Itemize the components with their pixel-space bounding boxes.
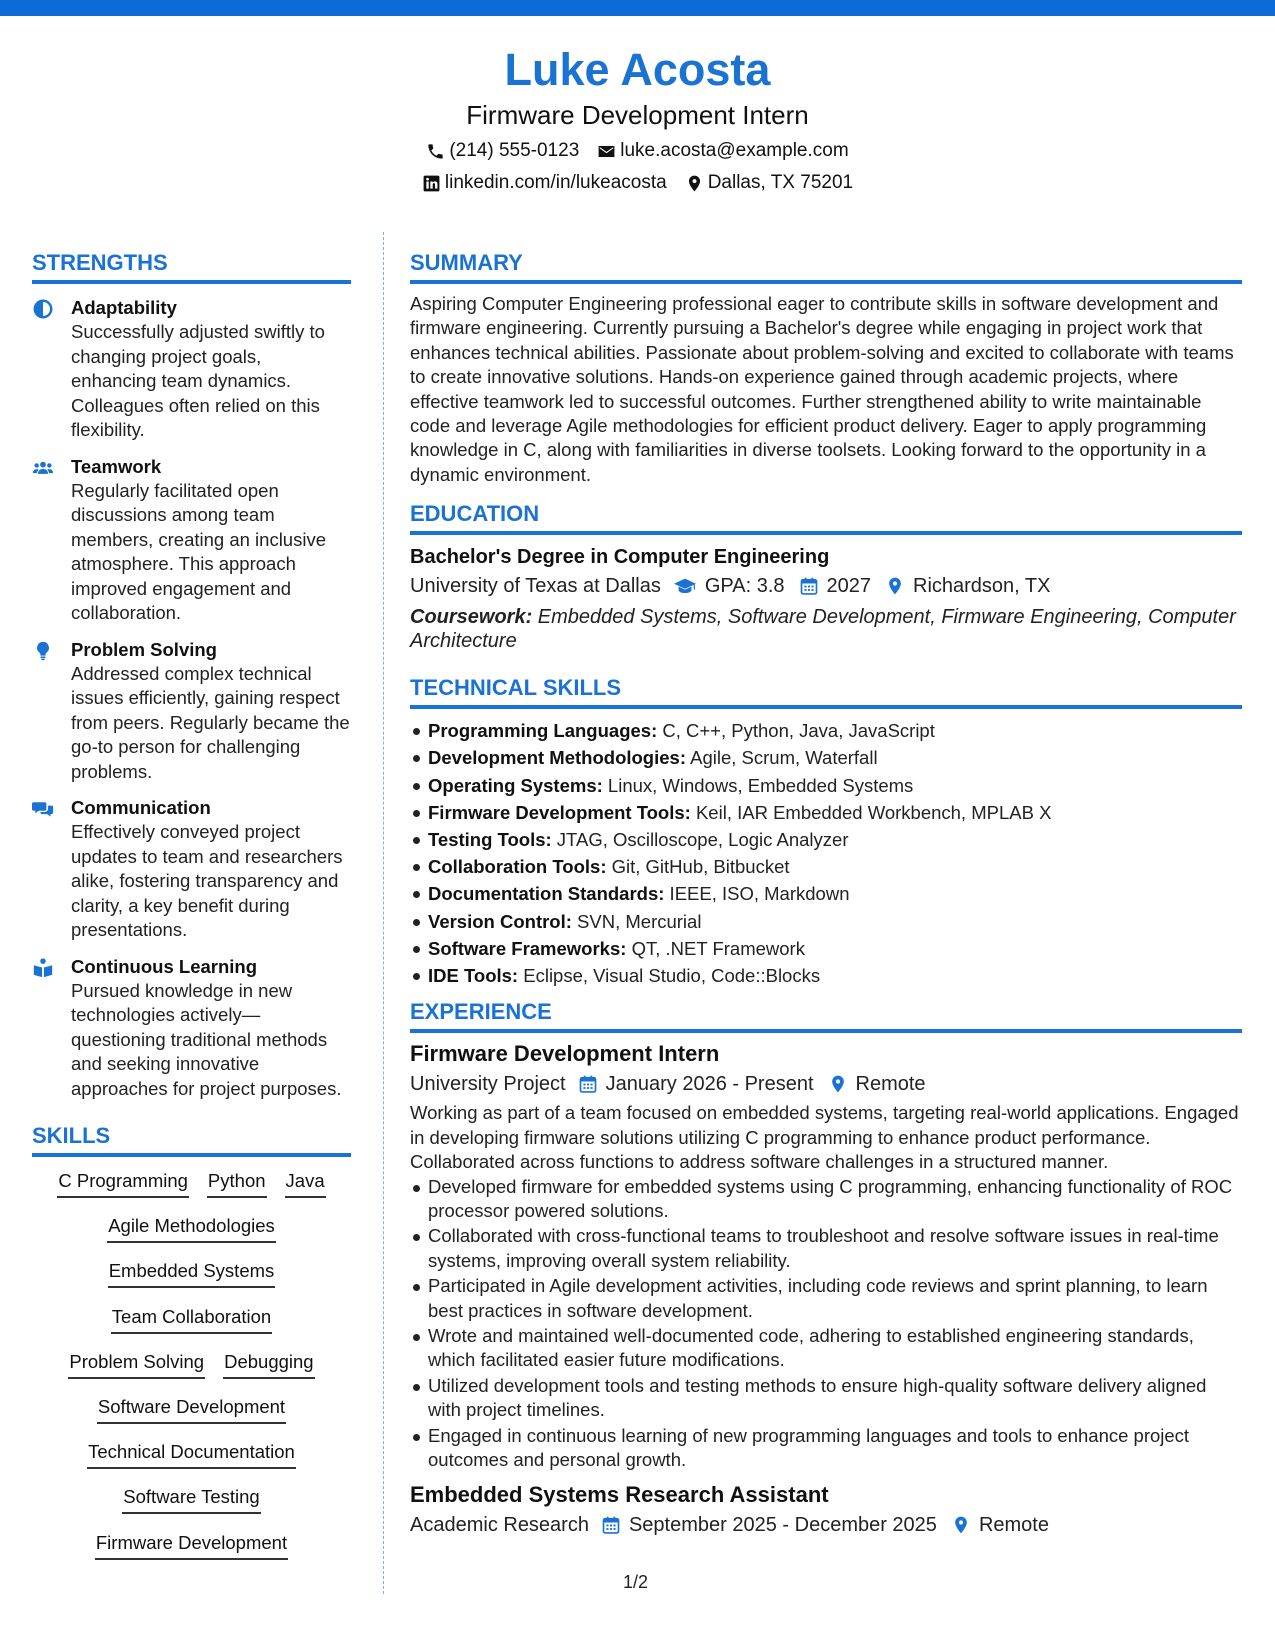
coursework-label: Coursework: — [410, 606, 533, 629]
education-meta — [410, 571, 1242, 601]
job-description: Working as part of a team focused on embedded systems, targeting real-world applications. Engaged in developing firmware solutions utilizing C programming to enhance product performance. Collaborated across functions to address software challenges in a structured manner. — [410, 1102, 1239, 1173]
strength-desc: Effectively conveyed project updates to team and researchers alike, fostering transparency and clarity, a key benefit during presentations. — [71, 821, 343, 940]
phone-icon — [426, 142, 445, 161]
job-title: Firmware Development Intern — [410, 1041, 720, 1067]
skills-list — [32, 1169, 351, 1576]
skill-line — [32, 1531, 351, 1576]
strength-title: Communication — [71, 797, 211, 818]
list-item: Testing Tools: JTAG, Oscilloscope, Logic Analyzer — [410, 826, 1242, 853]
job-title: Embedded Systems Research Assistant — [410, 1482, 829, 1508]
list-item: Documentation Standards: IEEE, ISO, Markdown — [410, 880, 1242, 907]
strength-item — [32, 638, 351, 785]
map-pin-icon — [885, 576, 905, 596]
book-reader-icon — [32, 957, 54, 979]
technical-skills-heading: TECHNICAL SKILLS — [410, 673, 1242, 709]
strength-desc: Successfully adjusted swiftly to changing project goals, enhancing team dynamics. Colleagues often relied on this flexibility. — [71, 321, 325, 440]
school-location: Richardson, TX — [913, 575, 1051, 598]
skill-line — [32, 1169, 351, 1214]
skill-line — [32, 1214, 351, 1259]
coursework — [410, 605, 1242, 653]
summary-heading: SUMMARY — [410, 248, 1242, 284]
list-item: Utilized development tools and testing methods to ensure high-quality software delivery aligned with project timelines. — [410, 1374, 1242, 1423]
strength-title: Adaptability — [71, 297, 177, 318]
map-pin-icon — [951, 1515, 971, 1535]
linkedin-item[interactable] — [422, 170, 667, 196]
list-item: Developed firmware for embedded systems using C programming, enhancing functionality of ROC processor powered solutions. — [410, 1175, 1242, 1224]
strength-item — [32, 955, 351, 1102]
list-item: Operating Systems: Linux, Windows, Embedded Systems — [410, 772, 1242, 799]
list-item: Software Frameworks: QT, .NET Framework — [410, 935, 1242, 962]
skill-line — [32, 1259, 351, 1304]
candidate-name: Luke Acosta — [504, 44, 771, 95]
left-column — [32, 248, 351, 1576]
candidate-title: Firmware Development Intern — [466, 100, 809, 130]
phone-text: (214) 555-0123 — [449, 140, 580, 161]
list-item: Participated in Agile development activities, including code reviews and sprint planning, to learn best practices in software development. — [410, 1274, 1242, 1323]
list-item: Development Methodologies: Agile, Scrum, Waterfall — [410, 744, 1242, 771]
strength-item — [32, 296, 351, 443]
skill-tag: Problem Solving — [68, 1350, 205, 1379]
job-org: Academic Research — [410, 1514, 589, 1537]
list-item: Version Control: SVN, Mercurial — [410, 908, 1242, 935]
strength-title: Problem Solving — [71, 638, 217, 660]
skills-heading: SKILLS — [32, 1121, 351, 1157]
skill-line — [32, 1485, 351, 1530]
job-meta — [410, 1069, 1242, 1099]
job-bullets — [410, 1175, 1242, 1473]
graduation-cap-icon — [673, 575, 697, 597]
strength-desc: Addressed complex technical issues efficiently, gaining respect from peers. Regularly became the go-to person for challenging problems. — [71, 662, 350, 782]
list-item: Engaged in continuous learning of new programming languages and tools to enhance project outcomes and personal growth. — [410, 1424, 1242, 1473]
location-text: Dallas, TX 75201 — [707, 172, 854, 193]
job-location: Remote — [855, 1073, 926, 1096]
linkedin-text[interactable]: linkedin.com/in/lukeacosta — [444, 172, 667, 193]
phone-item — [426, 138, 579, 164]
skill-tag: Java — [285, 1169, 326, 1198]
calendar-icon — [799, 576, 819, 596]
list-item: Programming Languages: C, C++, Python, Java, JavaScript — [410, 717, 1242, 744]
job-meta — [410, 1510, 1242, 1540]
chat-icon — [32, 798, 54, 820]
users-icon — [32, 457, 54, 479]
contact-row-2 — [0, 170, 1275, 196]
job-location: Remote — [978, 1514, 1049, 1537]
strength-item — [32, 796, 351, 943]
contrast-icon — [32, 298, 54, 320]
list-item: Collaboration Tools: Git, GitHub, Bitbucket — [410, 853, 1242, 880]
skill-line — [32, 1305, 351, 1350]
school-name: University of Texas at Dallas — [410, 575, 661, 598]
strength-item — [32, 455, 351, 626]
skill-tag: Debugging — [223, 1350, 315, 1379]
list-item: IDE Tools: Eclipse, Visual Studio, Code::Blocks — [410, 962, 1242, 989]
list-item: Collaborated with cross-functional teams to troubleshoot and resolve software issues in real-time systems, improving overall system reliability. — [410, 1224, 1242, 1273]
strength-desc: Regularly facilitated open discussions among team members, creating an inclusive atmosphere. This approach improved engagement and collaboration. — [71, 479, 326, 623]
strengths-heading: STRENGTHS — [32, 248, 351, 284]
skill-tag: Team Collaboration — [111, 1305, 272, 1334]
skill-tag: Software Development — [97, 1395, 286, 1424]
skill-tag: Technical Documentation — [87, 1440, 296, 1469]
skill-line — [32, 1350, 351, 1395]
map-pin-icon — [828, 1074, 848, 1094]
experience-heading: EXPERIENCE — [410, 997, 1242, 1033]
lightbulb-icon — [32, 640, 54, 662]
skill-line — [32, 1440, 351, 1485]
right-column — [410, 248, 1242, 1540]
education-heading: EDUCATION — [410, 499, 1242, 535]
skill-tag: Firmware Development — [95, 1531, 288, 1560]
job-dates: January 2026 - Present — [605, 1073, 814, 1096]
coursework-list: Embedded Systems, Software Development, Firmware Engineering, Computer Architecture — [410, 606, 1236, 653]
calendar-icon — [578, 1074, 598, 1094]
gpa-text: GPA: 3.8 — [704, 575, 785, 598]
skill-tag: Agile Methodologies — [107, 1214, 276, 1243]
skill-tag: Python — [207, 1169, 267, 1198]
list-item: Firmware Development Tools: Keil, IAR Embedded Workbench, MPLAB X — [410, 799, 1242, 826]
graduation-year: 2027 — [826, 575, 872, 598]
degree-title: Bachelor's Degree in Computer Engineering — [410, 546, 830, 569]
email-item[interactable] — [597, 138, 848, 164]
skill-line — [32, 1395, 351, 1440]
strength-title: Continuous Learning — [71, 955, 258, 977]
list-item: Wrote and maintained well-documented code, adhering to established engineering standards, which facilitated easier future modifications. — [410, 1324, 1242, 1373]
summary-text: Aspiring Computer Engineering professional eager to contribute skills in software development and firmware engineering. Currently pursuing a Bachelor's degree while engaging in project work that enhances technical abilities. Passionate about problem-solving and excited to collaborate with teams to create innovative solutions. Hands-on experience gained through academic projects, where effective teamwork led to successful outcomes. Further strengthened ability to write maintainable code and leverage Agile methodologies for efficient product delivery. Eager to apply programming knowledge in C, along with familiarities in diverse toolsets. Looking forward to the opportunity in a dynamic environment. — [410, 293, 1234, 485]
skill-tag: Software Testing — [122, 1485, 260, 1514]
email-text[interactable]: luke.acosta@example.com — [620, 140, 849, 161]
contact-row-1 — [0, 138, 1275, 164]
page-number: 1/2 — [623, 1572, 649, 1592]
map-pin-icon — [685, 174, 704, 193]
strength-title: Teamwork — [71, 455, 162, 477]
strength-desc: Pursued knowledge in new technologies actively—questioning traditional methods and seeking innovative approaches for project purposes. — [71, 979, 342, 1099]
job-dates: September 2025 - December 2025 — [628, 1514, 937, 1537]
linkedin-icon — [422, 174, 441, 193]
technical-skills-list — [410, 717, 1242, 989]
location-item — [685, 170, 853, 196]
calendar-icon — [601, 1515, 621, 1535]
top-accent-bar — [0, 0, 1275, 16]
envelope-icon — [597, 142, 616, 161]
resume-header — [0, 42, 1275, 196]
column-divider — [383, 232, 384, 1594]
skill-tag: Embedded Systems — [108, 1259, 276, 1288]
skill-tag: C Programming — [57, 1169, 189, 1198]
job-org: University Project — [410, 1073, 566, 1096]
